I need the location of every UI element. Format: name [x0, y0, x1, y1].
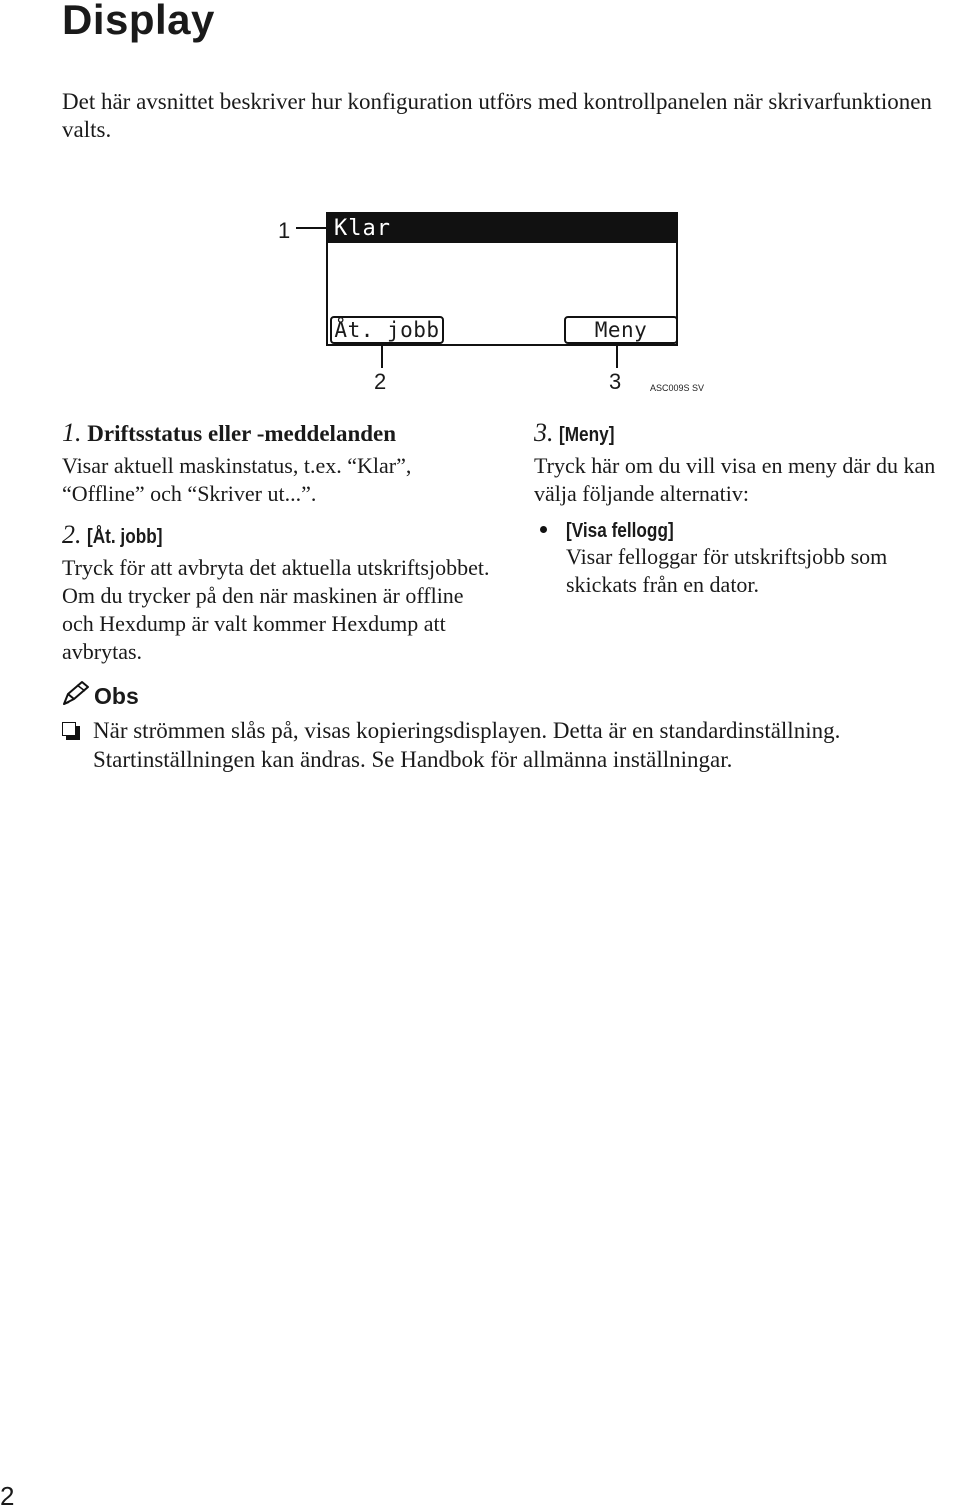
cancel-job-softkey[interactable]: Åt. jobb [330, 316, 444, 344]
item-2-title: [Åt. jobb] [87, 526, 163, 548]
callout-2-number: 2 [374, 369, 387, 394]
item-1-heading [62, 418, 396, 449]
note-pencil-icon [60, 680, 92, 708]
callout-1-number: 1 [278, 218, 291, 243]
note-label: Obs [94, 683, 139, 709]
item-2-body: Tryck för att avbryta det aktuella utskriftsjobbet. Om du trycker på den när maskinen är offline och Hexdump är valt kommer Hexdump att avbrytas. [62, 555, 490, 664]
callout-2-line [381, 346, 383, 368]
menu-softkey[interactable]: Meny [564, 316, 678, 344]
item-3-number: 3. [534, 418, 554, 447]
note-text: När strömmen slås på, visas kopieringsdisplayen. Detta är en standardinställning. Startinställningen kan ändras. Se Handbok för allmänna inställningar. [93, 718, 841, 772]
item-2-heading [62, 520, 175, 552]
item-1-title: Driftsstatus eller -meddelanden [87, 421, 397, 446]
page-title: Display [62, 0, 215, 43]
callout-3-number: 3 [609, 369, 622, 394]
control-panel-display [326, 212, 678, 346]
item-1-number: 1. [62, 418, 82, 447]
page-number: 2 [0, 1481, 15, 1511]
bullet-label: [Visa fellogg] [566, 520, 674, 542]
item-3-heading [534, 418, 624, 450]
callout-1-line [296, 227, 328, 229]
bullet-text: Visar felloggar för utskriftsjobb som skickats från en dator. [566, 544, 888, 597]
callout-3-line [616, 346, 618, 368]
item-3-title: [Meny] [559, 424, 615, 446]
note-checkbox-icon [62, 722, 76, 736]
item-3-body: Tryck här om du vill visa en meny där du kan välja följande alternativ: [534, 453, 936, 506]
item-1-body: Visar aktuell maskinstatus, t.ex. “Klar”, “Offline” och “Skriver ut...”. [62, 453, 412, 506]
lcd-status-bar [328, 214, 676, 243]
item-2-number: 2. [62, 520, 82, 549]
lcd-status-text: Klar [334, 216, 391, 241]
figure-code: ASC009S SV [650, 383, 705, 393]
intro-paragraph: Det här avsnittet beskriver hur konfiguration utförs med kontrollpanelen när skrivarfunktionen valts. [62, 89, 932, 142]
bullet-dot-icon [540, 526, 547, 533]
